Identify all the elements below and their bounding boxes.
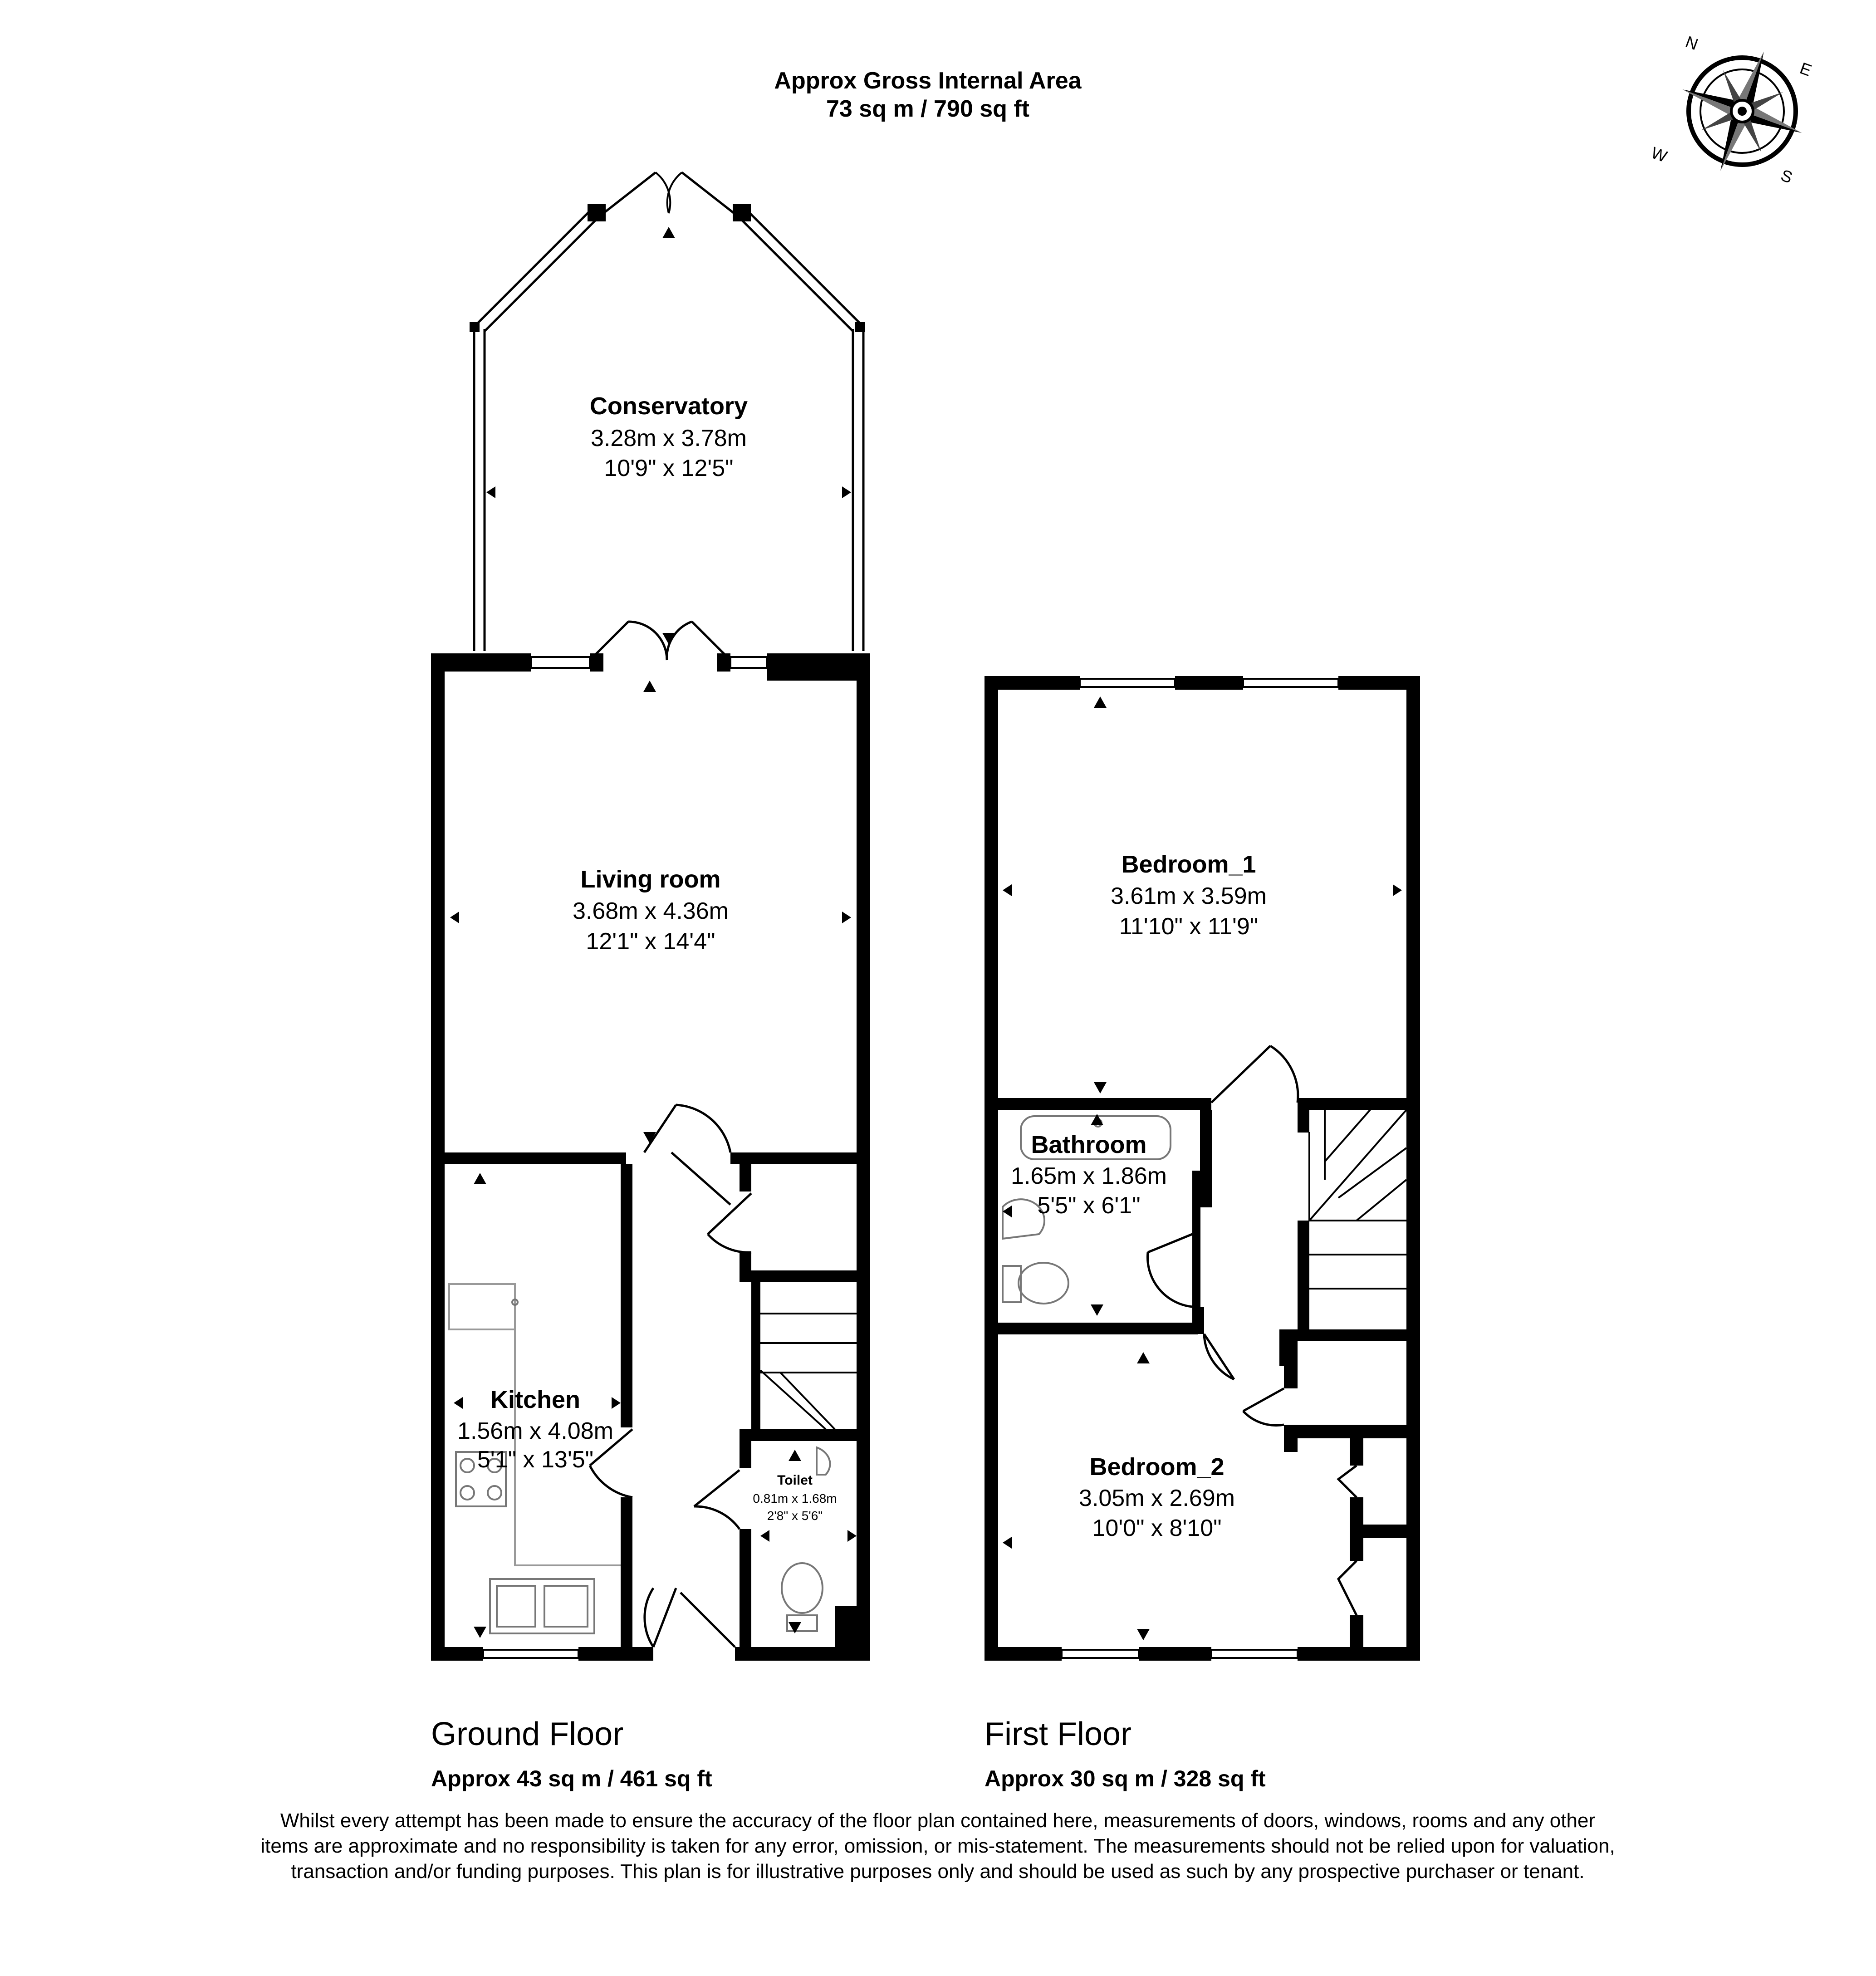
- bathroom-label: Bathroom: [1031, 1131, 1147, 1158]
- conservatory-metric: 3.28m x 3.78m: [591, 425, 747, 451]
- compass-north-label: N: [1683, 32, 1701, 54]
- compass-west-label: W: [1649, 143, 1670, 166]
- gross-area-value: 73 sq m / 790 sq ft: [826, 96, 1029, 122]
- ground-floor-area: Approx 43 sq m / 461 sq ft: [431, 1766, 712, 1791]
- first-floor-area: Approx 30 sq m / 328 sq ft: [985, 1766, 1266, 1791]
- conservatory-label: Conservatory: [589, 392, 748, 420]
- first-stairs: [1309, 1110, 1406, 1289]
- kitchen-metric: 1.56m x 4.08m: [457, 1418, 613, 1444]
- bedroom-1-imperial: 11'10" x 11'9": [1119, 913, 1259, 940]
- kitchen-label: Kitchen: [490, 1386, 581, 1413]
- conservatory-imperial: 10'9" x 12'5": [604, 455, 734, 481]
- bathroom-imperial: 5'5" x 6'1": [1037, 1192, 1141, 1219]
- bathroom-metric: 1.65m x 1.86m: [1011, 1163, 1167, 1189]
- toilet-label: Toilet: [777, 1473, 813, 1488]
- ground-stairs: [760, 1314, 857, 1429]
- bedroom-2-imperial: 10'0" x 8'10": [1092, 1515, 1222, 1541]
- compass-east-label: E: [1797, 59, 1814, 80]
- living-room-imperial: 12'1" x 14'4": [586, 928, 715, 955]
- ground-floor-title: Ground Floor: [431, 1716, 624, 1752]
- disclaimer-text: Whilst every attempt has been made to ensure the accuracy of the floor plan contained here, measurements of doors, windows, rooms and any other items are approximate and no responsibility is taken for any error, omission, or mis-statement. The measurements should not be relied upon for valuation, transaction and/or funding purposes. This plan is for illustrative purposes only and should be used as such by any prospective purchaser or tenant.: [260, 1809, 1615, 1883]
- bedroom-1-metric: 3.61m x 3.59m: [1111, 883, 1267, 909]
- toilet-metric: 0.81m x 1.68m: [753, 1491, 837, 1505]
- bedroom-2-metric: 3.05m x 2.69m: [1079, 1485, 1235, 1511]
- compass-south-label: S: [1778, 166, 1795, 187]
- bedroom-1-label: Bedroom_1: [1121, 851, 1256, 878]
- first-floor-title: First Floor: [985, 1716, 1131, 1752]
- living-room-label: Living room: [580, 866, 721, 893]
- bedroom-2-label: Bedroom_2: [1089, 1453, 1225, 1481]
- toilet-imperial: 2'8" x 5'6": [767, 1509, 823, 1523]
- gross-area-title: Approx Gross Internal Area: [774, 68, 1082, 94]
- living-room-metric: 3.68m x 4.36m: [573, 898, 729, 924]
- kitchen-imperial: 5'1" x 13'5": [477, 1446, 594, 1473]
